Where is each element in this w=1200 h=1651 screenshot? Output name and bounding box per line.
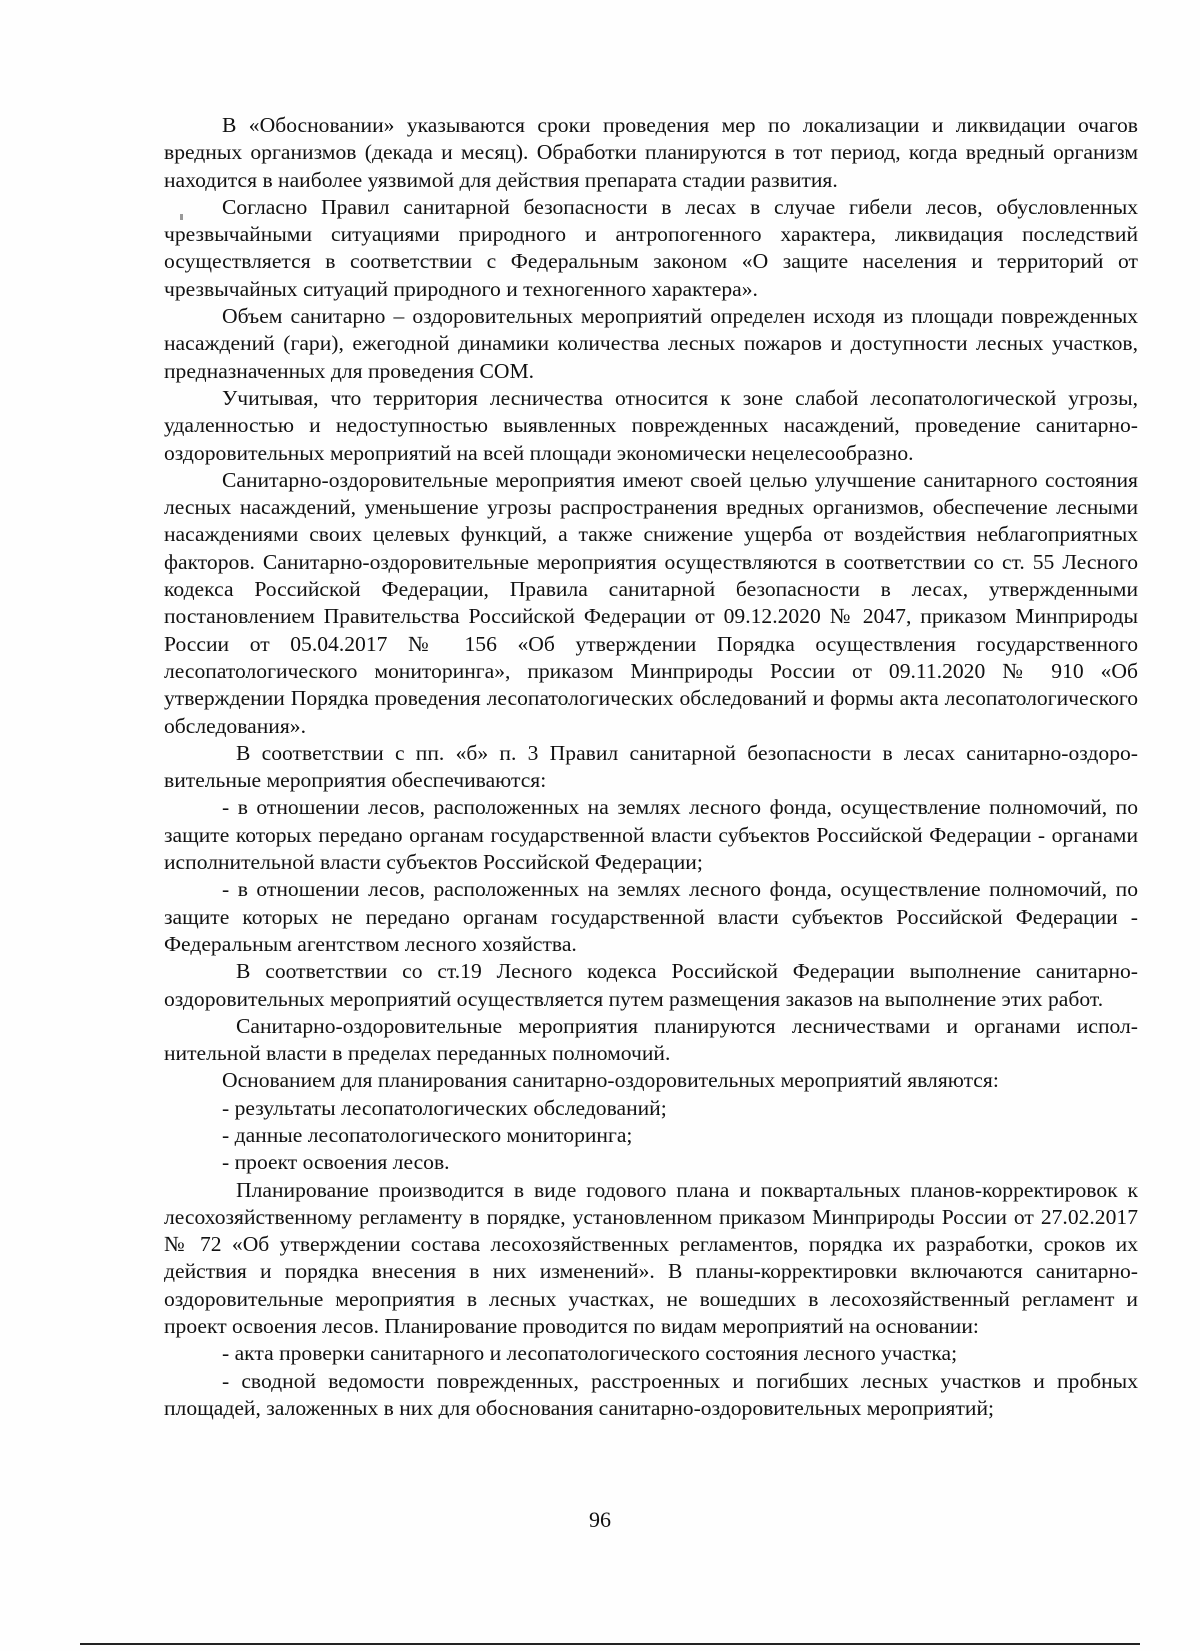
list-item: - проект освоения лесов.: [222, 1150, 450, 1175]
bottom-rule-divider: [80, 1643, 1140, 1645]
list-item: - в отношении лесов, расположенных на землях лесного фонда, осуществление полномочий, по защите которых передано органам государственной власти субъектов Российской Федерации - органами исполнительной власти субъектов Российской Федерации;: [164, 795, 1138, 875]
paragraph: В соответствии со ст.19 Лесного кодекса Российской Федерации выполнение санитарно-оздоровительных мероприятий осуществляется путем размещения заказов на выполнение этих работ.: [164, 959, 1138, 1011]
paragraph: Планирование производится в виде годового плана и поквартальных планов-корректировок к лесохозяйственному регламенту в порядке, установленном приказом Минприроды России от 27.02.2017 № 72 «Об утверждении состава лесохозяйственных регламентов, порядка их разработки, сроков их действия и порядка внесения в них изменений». В планы-корректировки включаются санитарно-оздоровительные мероприятия в лесных участках, не вошедших в лесохозяйственный регламент и проект освоения лесов. Планирование проводится по видам мероприятий на основании:: [164, 1177, 1138, 1339]
list-item: - данные лесопатологического мониторинга;: [222, 1122, 633, 1147]
paragraph: Санитарно-оздоровительные мероприятия имеют своей целью улучшение санитарного состояния лесных насаждений, уменьшение угрозы распространения вредных организмов, обеспечение лесными насаждениями своих целевых функций, а также снижение ущерба от воздействия неблагоприятных факторов. Санитарно-оздоровительные мероприятия осуществляются в соответствии со ст. 55 Лесного кодекса Российской Федерации, Правила санитарной безопасности в лесах, утвержденными постановлением Правительства Российской Федерации от 09.12.2020 № 2047, приказом Минприроды России от 05.04.2017 № 156 «Об утверждении Порядка осуществления государственного лесопатологического мониторинга», приказом Минприроды России от 09.11.2020 № 910 «Об утверждении Порядка проведения лесопатологических обследований и формы акта лесопатологического обследования».: [164, 467, 1138, 738]
paragraph: В «Обосновании» указываются сроки проведения мер по локализации и ликвидации очагов вредных организмов (декада и месяц). Обработки планируются в тот период, когда вредный организм находится в наиболее уязвимой для действия препарата стадии развития.: [164, 113, 1138, 192]
paragraph: Согласно Правил санитарной безопасности в лесах в случае гибели лесов, обусловленных чрезвычайными ситуациями природного и антропогенного характера, ликвидация последствий осуществляется в соответствии с Федеральным законом «О защите населения и территорий от чрезвычайных ситуаций природного и техногенного характера».: [164, 194, 1138, 301]
document-body: [164, 112, 1138, 1422]
paragraph: Санитарно-оздоровительные мероприятия планируются лесничествами и органами исполнительной власти в пределах переданных полномочий.: [164, 1013, 1138, 1066]
page-number: 96: [589, 1507, 611, 1532]
paragraph: Объем санитарно – оздоровительных мероприятий определен исходя из площади поврежденных насаждений (гари), ежегодной динамики количества лесных пожаров и доступности лесных участков, предназначенных для проведения СОМ.: [164, 304, 1138, 383]
paragraph: Учитывая, что территория лесничества относится к зоне слабой лесопатологической угрозы, удаленностью и недоступностью выявленных поврежденных насаждений, проведение санитарно-оздоровительных мероприятий на всей площади экономически нецелесообразно.: [164, 385, 1138, 465]
list-item: - в отношении лесов, расположенных на землях лесного фонда, осуществление полномочий, по защите которых не передано органам государственной власти субъектов Российской Федерации - Федеральным агентством лесного хозяйства.: [164, 877, 1138, 956]
paragraph: В соответствии с пп. «б» п. 3 Правил санитарной безопасности в лесах санитарно-оздоровительные мероприятия обеспечиваются:: [164, 740, 1138, 793]
list-item: - сводной ведомости поврежденных, расстроенных и погибших лесных участков и пробных площадей, заложенных в них для обоснования санитарно-оздоровительных мероприятий;: [164, 1368, 1138, 1420]
list-item: - акта проверки санитарного и лесопатологического состояния лесного участка;: [222, 1341, 958, 1366]
paragraph: Основанием для планирования санитарно-оздоровительных мероприятий являются:: [222, 1068, 999, 1093]
list-item: - результаты лесопатологических обследований;: [222, 1095, 667, 1120]
